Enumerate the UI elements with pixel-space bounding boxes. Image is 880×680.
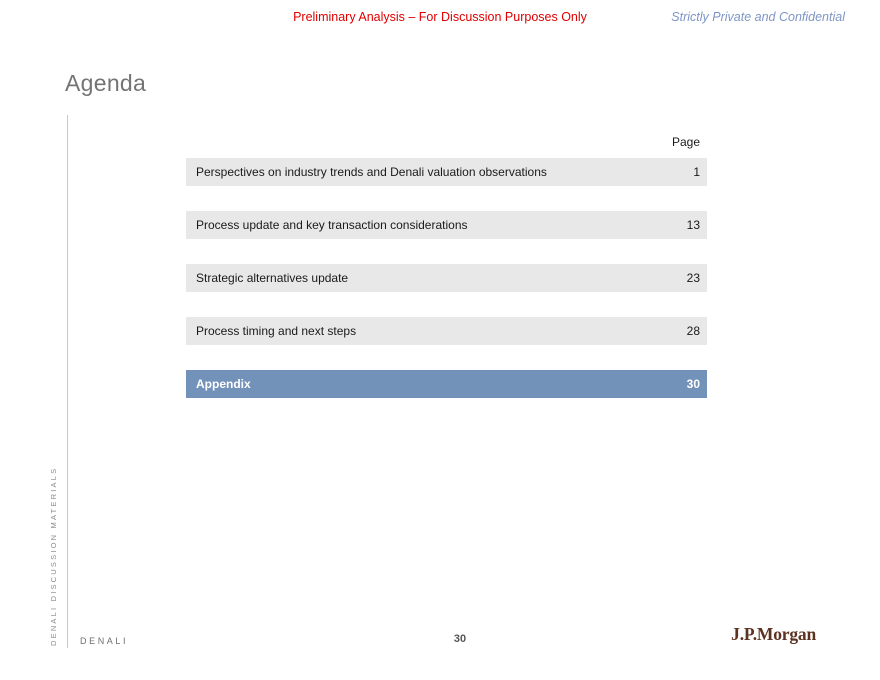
toc-row: [186, 317, 707, 345]
toc-row-page: 28: [686, 324, 700, 338]
toc-row: [186, 370, 707, 398]
toc-row-label: Appendix: [196, 377, 251, 391]
toc-row-label: Perspectives on industry trends and Denali valuation observations: [196, 165, 547, 179]
jpmorgan-logo: J.P.Morgan: [731, 624, 816, 644]
toc-row: [186, 158, 707, 186]
toc-page-column-header: Page: [671, 135, 700, 149]
footer-company: DENALI: [80, 636, 129, 646]
toc-row-page: 13: [686, 218, 700, 232]
header-confidential: Strictly Private and Confidential: [661, 10, 845, 24]
toc-row-page: 23: [686, 271, 700, 285]
toc-rows: [186, 158, 707, 398]
footer-page-number: 30: [453, 633, 467, 645]
toc-row-page: 30: [686, 377, 700, 391]
toc-row: [186, 264, 707, 292]
toc-row: [186, 211, 707, 239]
table-of-contents: [186, 135, 707, 423]
vertical-watermark: DENALI DISCUSSION MATERIALS: [49, 466, 58, 646]
toc-row-label: Process update and key transaction considerations: [196, 218, 468, 232]
page-title: Agenda: [65, 70, 147, 96]
toc-row-page: 1: [693, 165, 700, 179]
header-disclaimer: Preliminary Analysis – For Discussion Purposes Only: [293, 10, 587, 24]
left-rule: [67, 115, 68, 648]
toc-row-label: Strategic alternatives update: [196, 271, 349, 285]
toc-row-label: Process timing and next steps: [196, 324, 357, 338]
